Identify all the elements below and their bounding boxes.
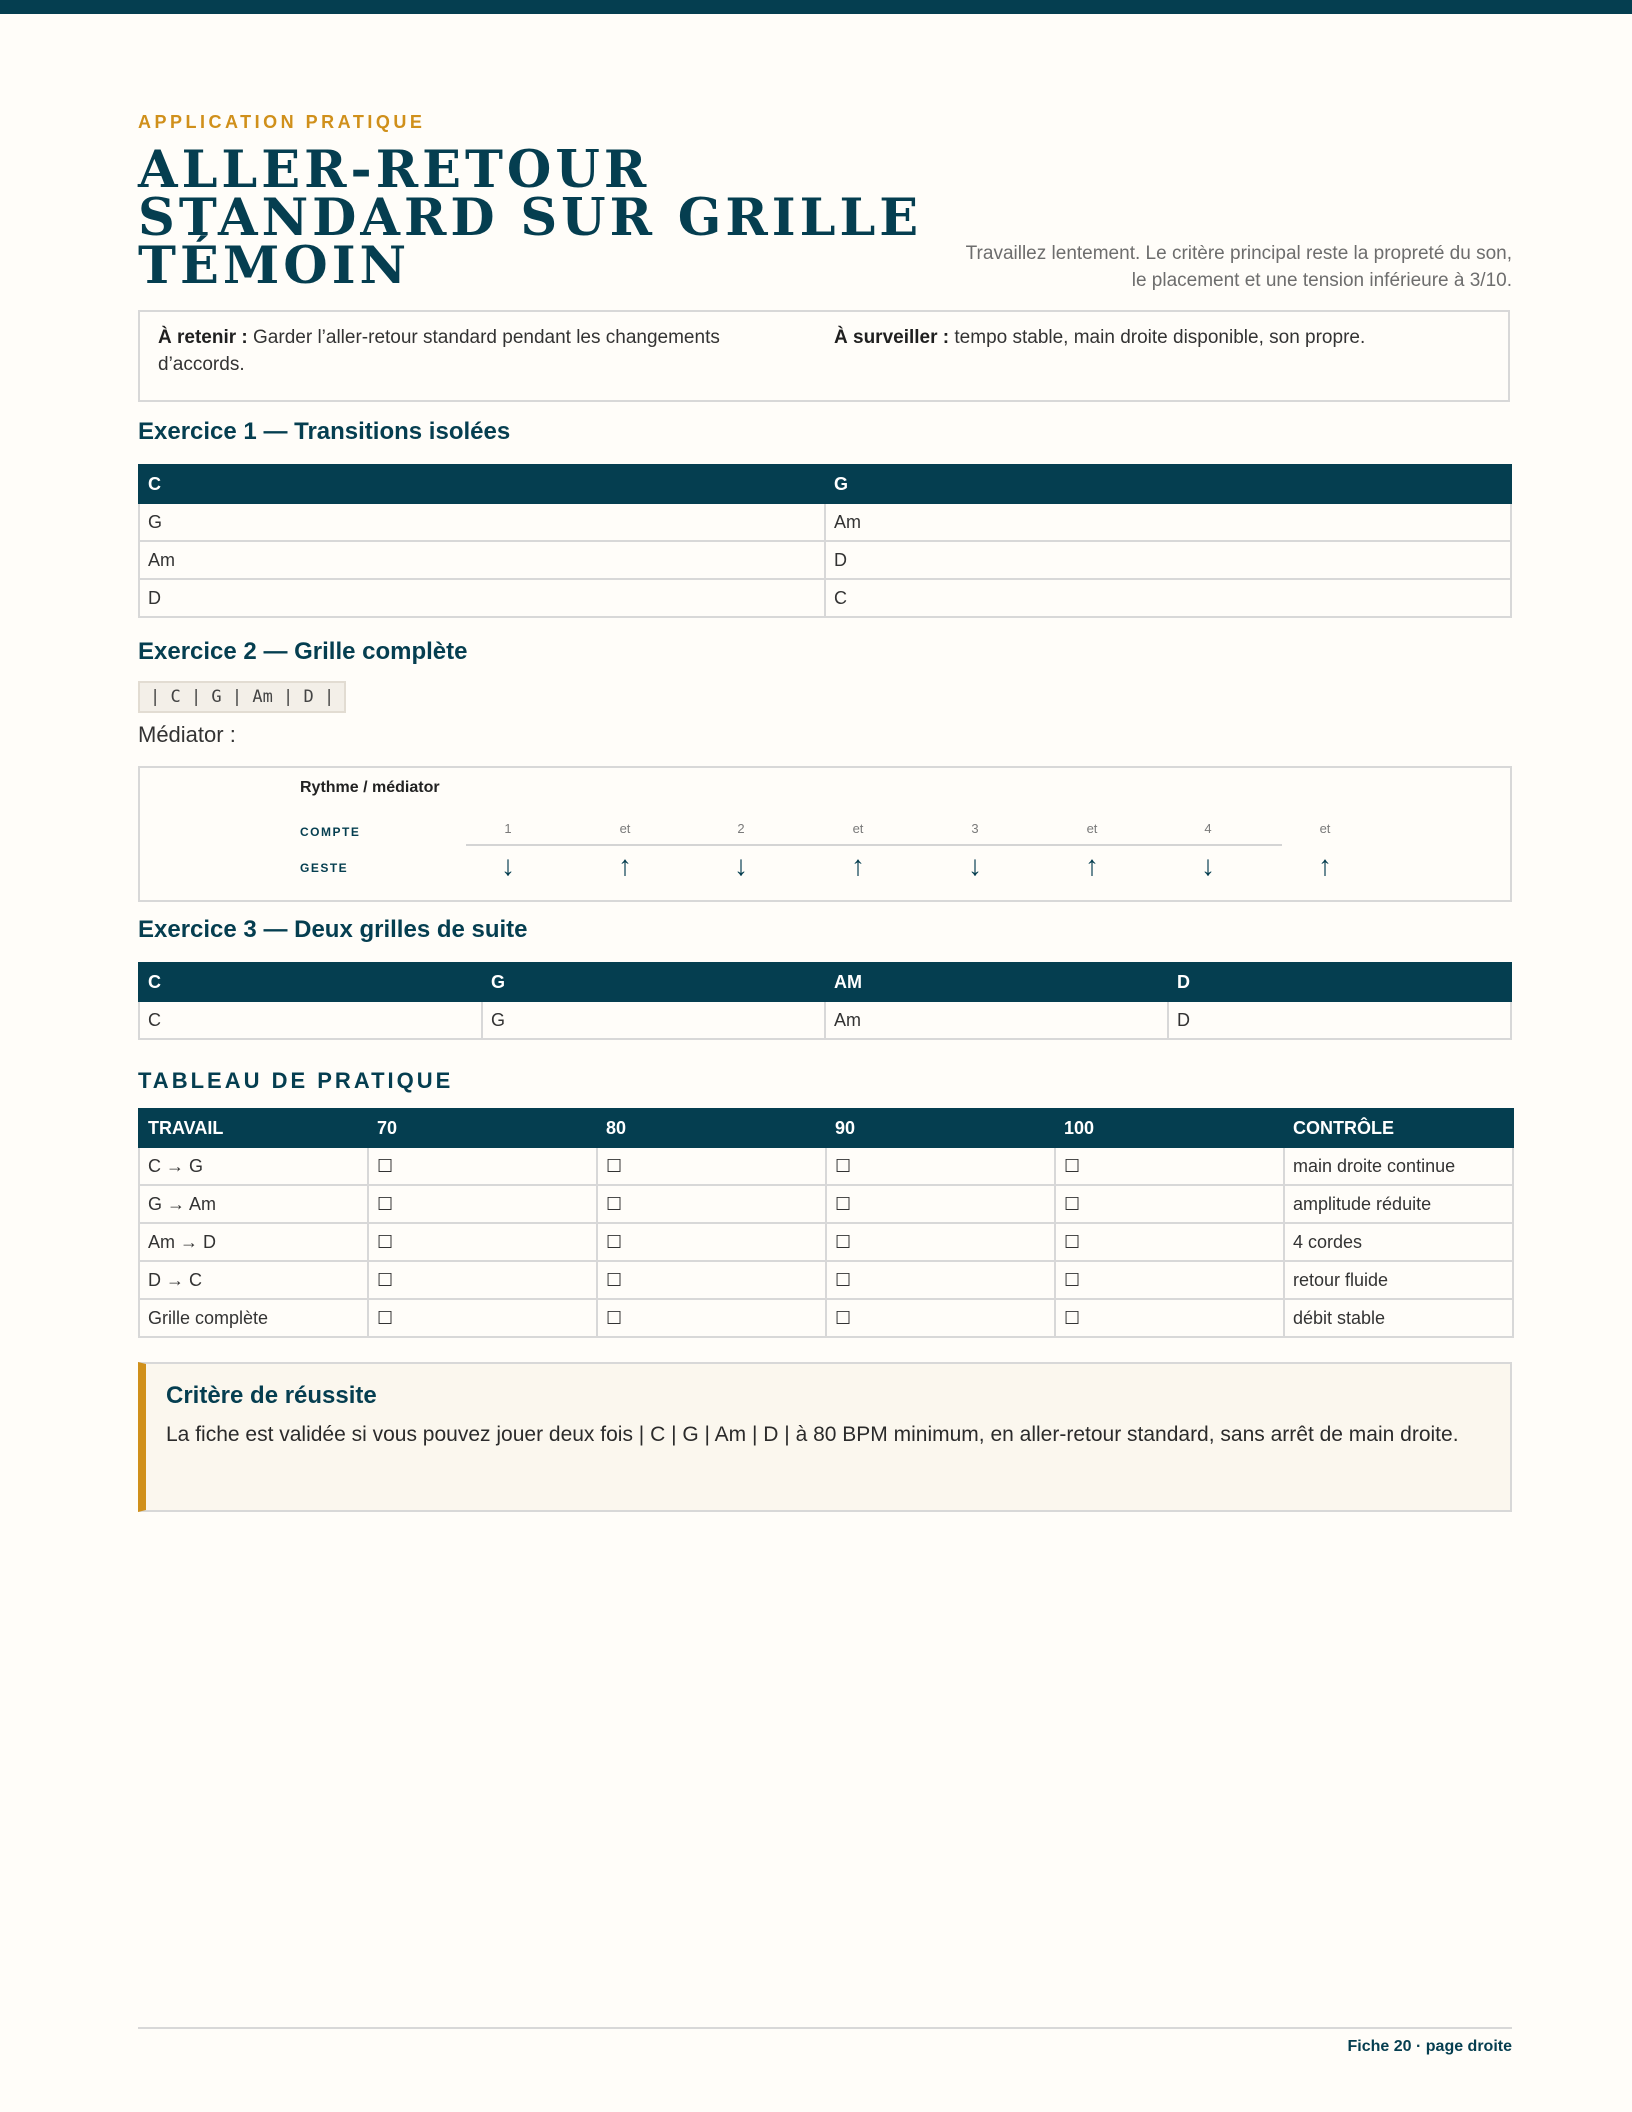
up-arrow-icon: ↑ (1318, 850, 1332, 881)
exercise-1-heading: Exercice 1 — Transitions isolées (138, 418, 511, 445)
stroke-row-label: GESTE (300, 861, 349, 875)
exercise-1-table (138, 464, 1512, 618)
chord-progression: | C | G | Am | D | (138, 681, 346, 713)
exercise-3-heading: Exercice 3 — Deux grilles de suite (138, 916, 528, 943)
table-cell: retour fluide (1284, 1261, 1513, 1299)
table-row (139, 1299, 1513, 1337)
watch-text: tempo stable, main droite disponible, son propre. (954, 327, 1366, 348)
rhythm-title: Rythme / médiator (300, 779, 440, 796)
checkbox[interactable]: ☐ (1055, 1223, 1284, 1261)
beat-count: et (619, 821, 631, 836)
column-header: 70 (368, 1109, 597, 1147)
beat-count: et (1086, 821, 1098, 836)
column-header: TRAVAIL (139, 1109, 368, 1147)
watch-label: À surveiller : (834, 327, 950, 348)
table-cell: C → G (139, 1147, 368, 1185)
down-arrow-icon: ↓ (501, 850, 515, 881)
column-header: D (1168, 963, 1511, 1001)
practice-table (138, 1108, 1514, 1338)
column-header: 90 (826, 1109, 1055, 1147)
mediator-label: Médiator : (138, 722, 236, 747)
up-arrow-icon: ↑ (618, 850, 632, 881)
exercise-2-heading: Exercice 2 — Grille complète (138, 638, 468, 665)
key-points-box (138, 310, 1510, 402)
retain-label: À retenir : (158, 327, 248, 348)
success-title: Critère de réussite (166, 1382, 377, 1409)
watch-note (834, 324, 1474, 351)
table-cell: Am → D (139, 1223, 368, 1261)
down-arrow-icon: ↓ (1201, 850, 1215, 881)
beat-count: 1 (504, 821, 512, 836)
table-cell: Grille complète (139, 1299, 368, 1337)
success-criteria-callout (138, 1362, 1512, 1512)
table-row (139, 1185, 1513, 1223)
checkbox[interactable]: ☐ (826, 1185, 1055, 1223)
column-header: G (825, 465, 1511, 503)
down-arrow-icon: ↓ (734, 850, 748, 881)
rhythm-diagram (138, 766, 1512, 902)
table-header-row (139, 465, 1511, 503)
intro-text: Travaillez lentement. Le critère principal reste la propreté du son, le placement et une tension inférieure à 3/10. (965, 243, 1512, 291)
rhythm-divider (466, 844, 1282, 846)
table-row (139, 1147, 1513, 1185)
page-footer: Fiche 20 · page droite (1347, 2038, 1512, 2055)
checkbox[interactable]: ☐ (368, 1261, 597, 1299)
table-cell: D → C (139, 1261, 368, 1299)
success-text: La fiche est validée si vous pouvez jouer deux fois | C | G | Am | D | à 80 BPM minimum, en aller-retour standard, sans arrêt de main droite. (166, 1423, 1459, 1446)
column-header: G (482, 963, 825, 1001)
table-cell: G (482, 1001, 825, 1039)
checkbox[interactable]: ☐ (826, 1299, 1055, 1337)
table-row (139, 503, 1511, 541)
checkbox[interactable]: ☐ (1055, 1185, 1284, 1223)
column-header: C (139, 963, 482, 1001)
table-cell: amplitude réduite (1284, 1185, 1513, 1223)
checkbox[interactable]: ☐ (597, 1299, 826, 1337)
checkbox[interactable]: ☐ (368, 1299, 597, 1337)
down-arrow-icon: ↓ (968, 850, 982, 881)
table-cell: D (139, 579, 825, 617)
table-cell: débit stable (1284, 1299, 1513, 1337)
table-cell: D (1168, 1001, 1511, 1039)
table-cell: G → Am (139, 1185, 368, 1223)
checkbox[interactable]: ☐ (826, 1261, 1055, 1299)
table-cell: 4 cordes (1284, 1223, 1513, 1261)
checkbox[interactable]: ☐ (1055, 1261, 1284, 1299)
checkbox[interactable]: ☐ (1055, 1147, 1284, 1185)
exercise-3-table (138, 962, 1512, 1040)
beat-count: 2 (737, 821, 745, 836)
page-title: ALLER-RETOUR STANDARD SUR GRILLE TÉMOIN (138, 140, 923, 296)
table-row (139, 1223, 1513, 1261)
table-cell: G (139, 503, 825, 541)
table-cell: D (825, 541, 1511, 579)
checkbox[interactable]: ☐ (368, 1147, 597, 1185)
checkbox[interactable]: ☐ (368, 1223, 597, 1261)
checkbox[interactable]: ☐ (826, 1147, 1055, 1185)
beat-count: 3 (971, 821, 979, 836)
column-header: C (139, 465, 825, 503)
column-header: 100 (1055, 1109, 1284, 1147)
table-row (139, 1001, 1511, 1039)
table-cell: Am (825, 1001, 1168, 1039)
footer-divider (138, 2027, 1512, 2029)
table-header-row (139, 963, 1511, 1001)
checkbox[interactable]: ☐ (597, 1223, 826, 1261)
table-row (139, 1261, 1513, 1299)
up-arrow-icon: ↑ (1085, 850, 1099, 881)
table-row (139, 541, 1511, 579)
checkbox[interactable]: ☐ (597, 1147, 826, 1185)
checkbox[interactable]: ☐ (597, 1261, 826, 1299)
column-header: AM (825, 963, 1168, 1001)
beat-count: et (852, 821, 864, 836)
up-arrow-icon: ↑ (851, 850, 865, 881)
checkbox[interactable]: ☐ (597, 1185, 826, 1223)
checkbox[interactable]: ☐ (826, 1223, 1055, 1261)
practice-table-heading: TABLEAU DE PRATIQUE (138, 1068, 454, 1093)
beat-count: et (1319, 821, 1331, 836)
table-row (139, 579, 1511, 617)
checkbox[interactable]: ☐ (368, 1185, 597, 1223)
table-cell: main droite continue (1284, 1147, 1513, 1185)
table-cell: Am (139, 541, 825, 579)
section-eyebrow: APPLICATION PRATIQUE (138, 112, 426, 132)
count-row-label: COMPTE (300, 825, 361, 839)
table-header-row (139, 1109, 1513, 1147)
checkbox[interactable]: ☐ (1055, 1299, 1284, 1337)
beat-count: 4 (1204, 821, 1212, 836)
retain-note (158, 324, 768, 378)
column-header: 80 (597, 1109, 826, 1147)
top-color-bar (0, 0, 1632, 14)
table-cell: Am (825, 503, 1511, 541)
retain-text: Garder l’aller-retour standard pendant les changements d’accords. (158, 327, 720, 375)
table-cell: C (825, 579, 1511, 617)
table-cell: C (139, 1001, 482, 1039)
column-header: CONTRÔLE (1284, 1109, 1513, 1147)
